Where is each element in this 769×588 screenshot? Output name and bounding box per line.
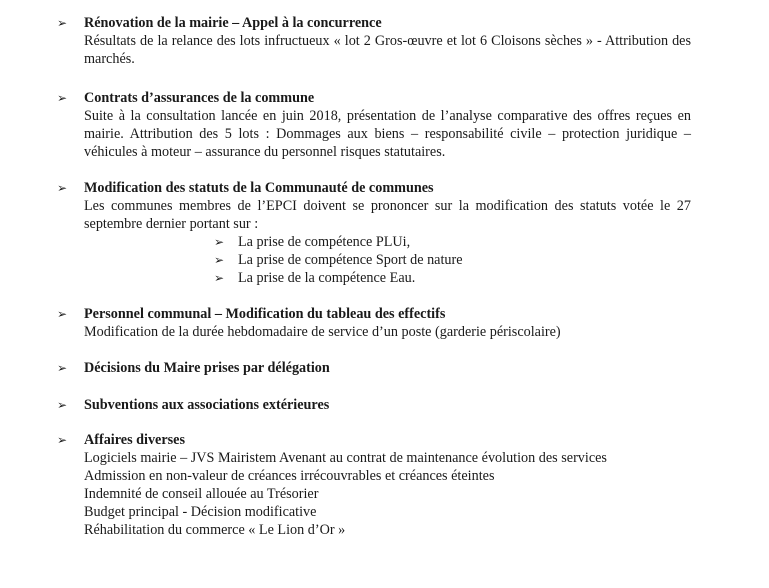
list-item: Logiciels mairie – JVS Mairistem Avenant au contrat de maintenance évolution des services — [84, 450, 607, 466]
list-item: Admission en non-valeur de créances irrécouvrables et créances éteintes — [84, 468, 495, 484]
agenda-item-title: Affaires diverses — [84, 432, 185, 448]
list-item: Réhabilitation du commerce « Le Lion d’Or » — [84, 522, 346, 538]
list-item-text: La prise de compétence Sport de nature — [238, 252, 463, 268]
arrow-bullet-icon: ➢ — [57, 433, 68, 447]
arrow-bullet-icon: ➢ — [214, 235, 225, 249]
agenda-item-lines — [84, 449, 607, 539]
arrow-bullet-icon: ➢ — [57, 398, 68, 412]
arrow-bullet-icon: ➢ — [57, 307, 68, 321]
list-item: Budget principal - Décision modificative — [84, 504, 317, 520]
agenda-item-title: Subventions aux associations extérieures — [84, 397, 330, 413]
agenda-item-title: Contrats d’assurances de la commune — [84, 90, 315, 106]
agenda-item-paragraph: Les communes membres de l’EPCI doivent se prononcer sur la modification des statuts votée le 27 septembre dernier portant sur : — [84, 198, 691, 232]
list-item: Indemnité de conseil allouée au Trésorier — [84, 486, 319, 502]
list-item-text: La prise de la compétence Eau. — [238, 270, 416, 286]
arrow-bullet-icon: ➢ — [57, 361, 68, 375]
arrow-bullet-icon: ➢ — [57, 16, 68, 30]
list-item-text: La prise de compétence PLUi, — [238, 234, 411, 250]
agenda-item-paragraph: Résultats de la relance des lots infructueux « lot 2 Gros-œuvre et lot 6 Cloisons sèches » - Attribution des marchés. — [84, 33, 691, 67]
agenda-item-paragraph: Suite à la consultation lancée en juin 2018, présentation de l’analyse comparative des offres reçues en mairie. Attribution des 5 lots : Dommages aux biens – responsabilité civile – protection juridique – véhicules à moteur – assurance du personnel risques statutaires. — [84, 108, 691, 160]
arrow-bullet-icon: ➢ — [214, 253, 225, 267]
arrow-bullet-icon: ➢ — [214, 271, 225, 285]
agenda-item-title: Personnel communal – Modification du tableau des effectifs — [84, 306, 446, 322]
agenda-item-title: Rénovation de la mairie – Appel à la concurrence — [84, 15, 382, 31]
agenda-item-paragraph: Modification de la durée hebdomadaire de service d’un poste (garderie périscolaire) — [84, 324, 561, 340]
agenda-item-body — [84, 32, 691, 68]
agenda-item-title: Décisions du Maire prises par délégation — [84, 360, 330, 376]
arrow-bullet-icon: ➢ — [57, 181, 68, 195]
agenda-item-body — [84, 197, 691, 233]
agenda-item-body — [84, 323, 691, 341]
agenda-item-title: Modification des statuts de la Communauté de communes — [84, 180, 434, 196]
agenda-item-body — [84, 107, 691, 161]
arrow-bullet-icon: ➢ — [57, 91, 68, 105]
